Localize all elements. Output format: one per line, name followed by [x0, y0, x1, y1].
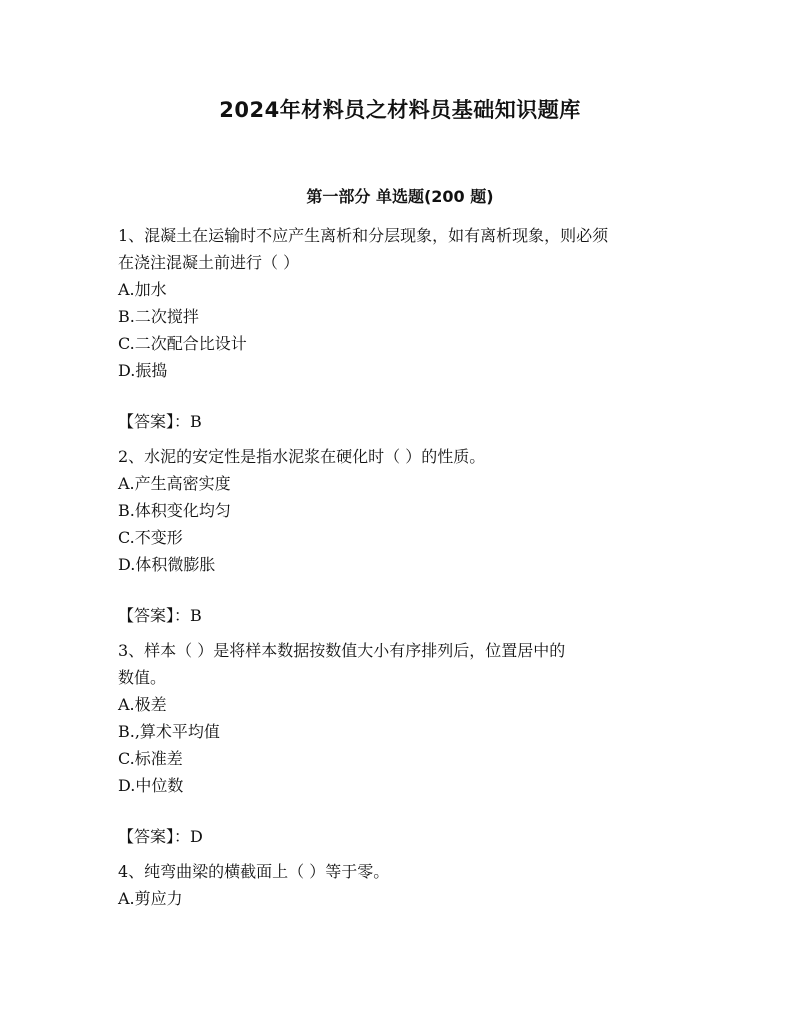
option-a: A.极差 [118, 695, 167, 714]
option-c: C.不变形 [118, 528, 183, 547]
question-stem-cont: 数值。 [118, 668, 167, 687]
question-list [118, 222, 698, 912]
question-4 [118, 858, 698, 912]
question-3 [118, 637, 698, 850]
answer-label: 【答案】： [118, 827, 191, 846]
question-stem: 3、样本（ ）是将样本数据按数值大小有序排列后，位置居中的 [118, 641, 566, 660]
option-a: A.产生高密实度 [118, 474, 231, 493]
answer-label: 【答案】： [118, 412, 191, 431]
question-stem: 1、混凝土在运输时不应产生离析和分层现象，如有离析现象，则必须 [118, 226, 609, 245]
question-stem: 2、水泥的安定性是指水泥浆在硬化时（ ）的性质。 [118, 447, 486, 466]
answer-line [118, 823, 698, 850]
answer-value: B [190, 606, 202, 625]
option-d: D.中位数 [118, 776, 184, 795]
question-2 [118, 443, 698, 629]
option-d: D.振捣 [118, 361, 168, 380]
option-c: C.二次配合比设计 [118, 334, 247, 353]
option-b: B.体积变化均匀 [118, 501, 231, 520]
answer-line [118, 408, 698, 435]
answer-line [118, 602, 698, 629]
question-stem: 4、纯弯曲梁的横截面上（ ）等于零。 [118, 862, 390, 881]
option-c: C.标准差 [118, 749, 183, 768]
answer-value: D [190, 827, 203, 846]
section-heading: 第一部分 单选题(200 题) [306, 187, 494, 206]
answer-label: 【答案】： [118, 606, 191, 625]
option-a: A.加水 [118, 280, 167, 299]
option-b: B.,算术平均值 [118, 722, 220, 741]
question-1 [118, 222, 698, 435]
question-stem-cont: 在浇注混凝土前进行（ ） [118, 253, 300, 272]
document-title: 2024年材料员之材料员基础知识题库 [219, 98, 581, 122]
answer-value: B [190, 412, 202, 431]
option-b: B.二次搅拌 [118, 307, 199, 326]
option-d: D.体积微膨胀 [118, 555, 216, 574]
option-a: A.剪应力 [118, 889, 183, 908]
